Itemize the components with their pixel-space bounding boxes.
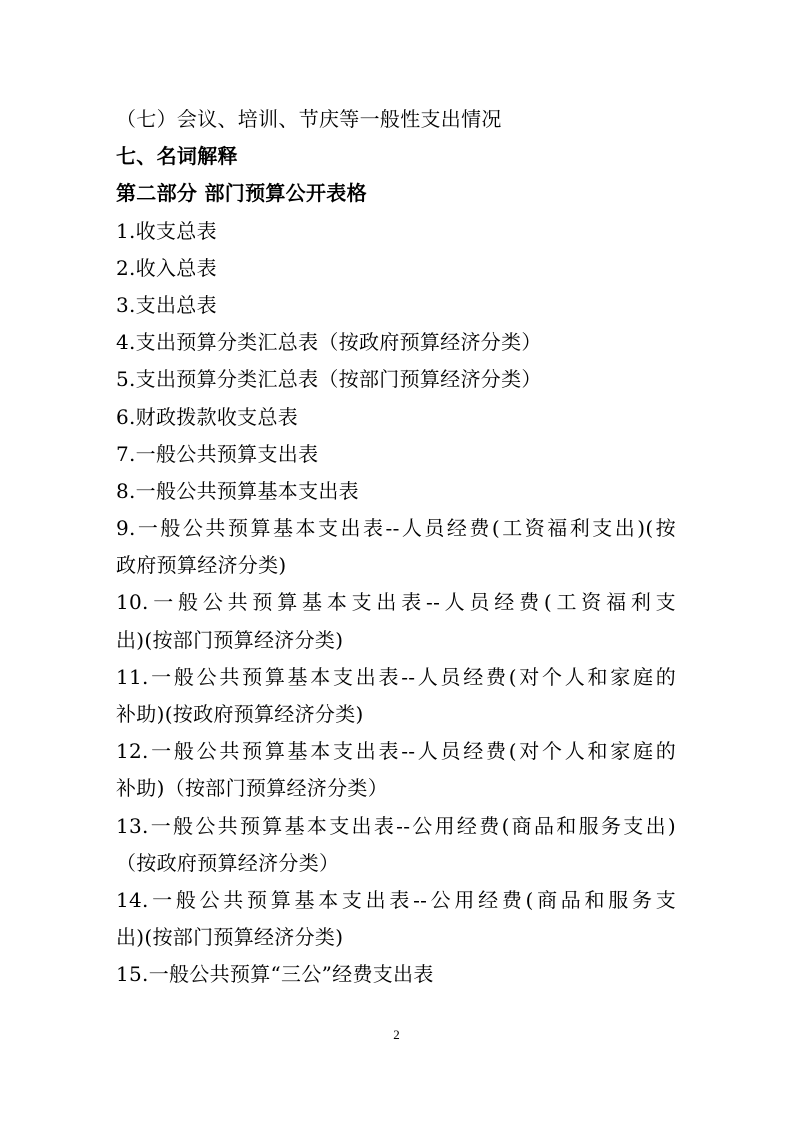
heading-part-two: 第二部分 部门预算公开表格	[116, 181, 367, 206]
heading-glossary: 七、名词解释	[116, 144, 238, 169]
line-section-7-sub: （七）会议、培训、节庆等一般性支出情况	[116, 107, 502, 131]
list-item: 13.一般公共预算基本支出表--公用经费(商品和服务支出)	[116, 813, 676, 838]
list-item: 6.财政拨款收支总表	[116, 404, 299, 429]
list-item: 14.一般公共预算基本支出表--公用经费(商品和服务支	[116, 887, 676, 912]
document-body	[116, 101, 676, 994]
list-item: 11.一般公共预算基本支出表--人员经费(对个人和家庭的	[116, 664, 676, 689]
list-item: 1.收支总表	[116, 218, 217, 243]
list-item: 8.一般公共预算基本支出表	[116, 478, 359, 503]
list-item-continuation: （按政府预算经济分类）	[116, 850, 340, 875]
list-item: 12.一般公共预算基本支出表--人员经费(对个人和家庭的	[116, 739, 676, 764]
list-item: 9.一般公共预算基本支出表--人员经费(工资福利支出)(按	[116, 516, 676, 541]
list-item-continuation: 政府预算经济分类)	[116, 553, 287, 578]
page-number: 2	[393, 1027, 400, 1042]
list-item: 10.一般公共预算基本支出表--人员经费(工资福利支	[116, 590, 676, 615]
list-item-continuation: 补助)（按部门预算经济分类）	[116, 776, 389, 801]
list-item-continuation: 出)(按部门预算经济分类)	[116, 627, 344, 652]
list-item-continuation: 出)(按部门预算经济分类)	[116, 925, 344, 950]
list-item: 3.支出总表	[116, 292, 217, 317]
list-item: 15.一般公共预算“三公”经费支出表	[116, 962, 434, 987]
list-item: 5.支出预算分类汇总表（按部门预算经济分类）	[116, 367, 542, 392]
list-item: 7.一般公共预算支出表	[116, 441, 319, 466]
list-item: 2.收入总表	[116, 255, 217, 280]
list-item: 4.支出预算分类汇总表（按政府预算经济分类）	[116, 330, 542, 355]
list-item-continuation: 补助)(按政府预算经济分类)	[116, 702, 364, 726]
